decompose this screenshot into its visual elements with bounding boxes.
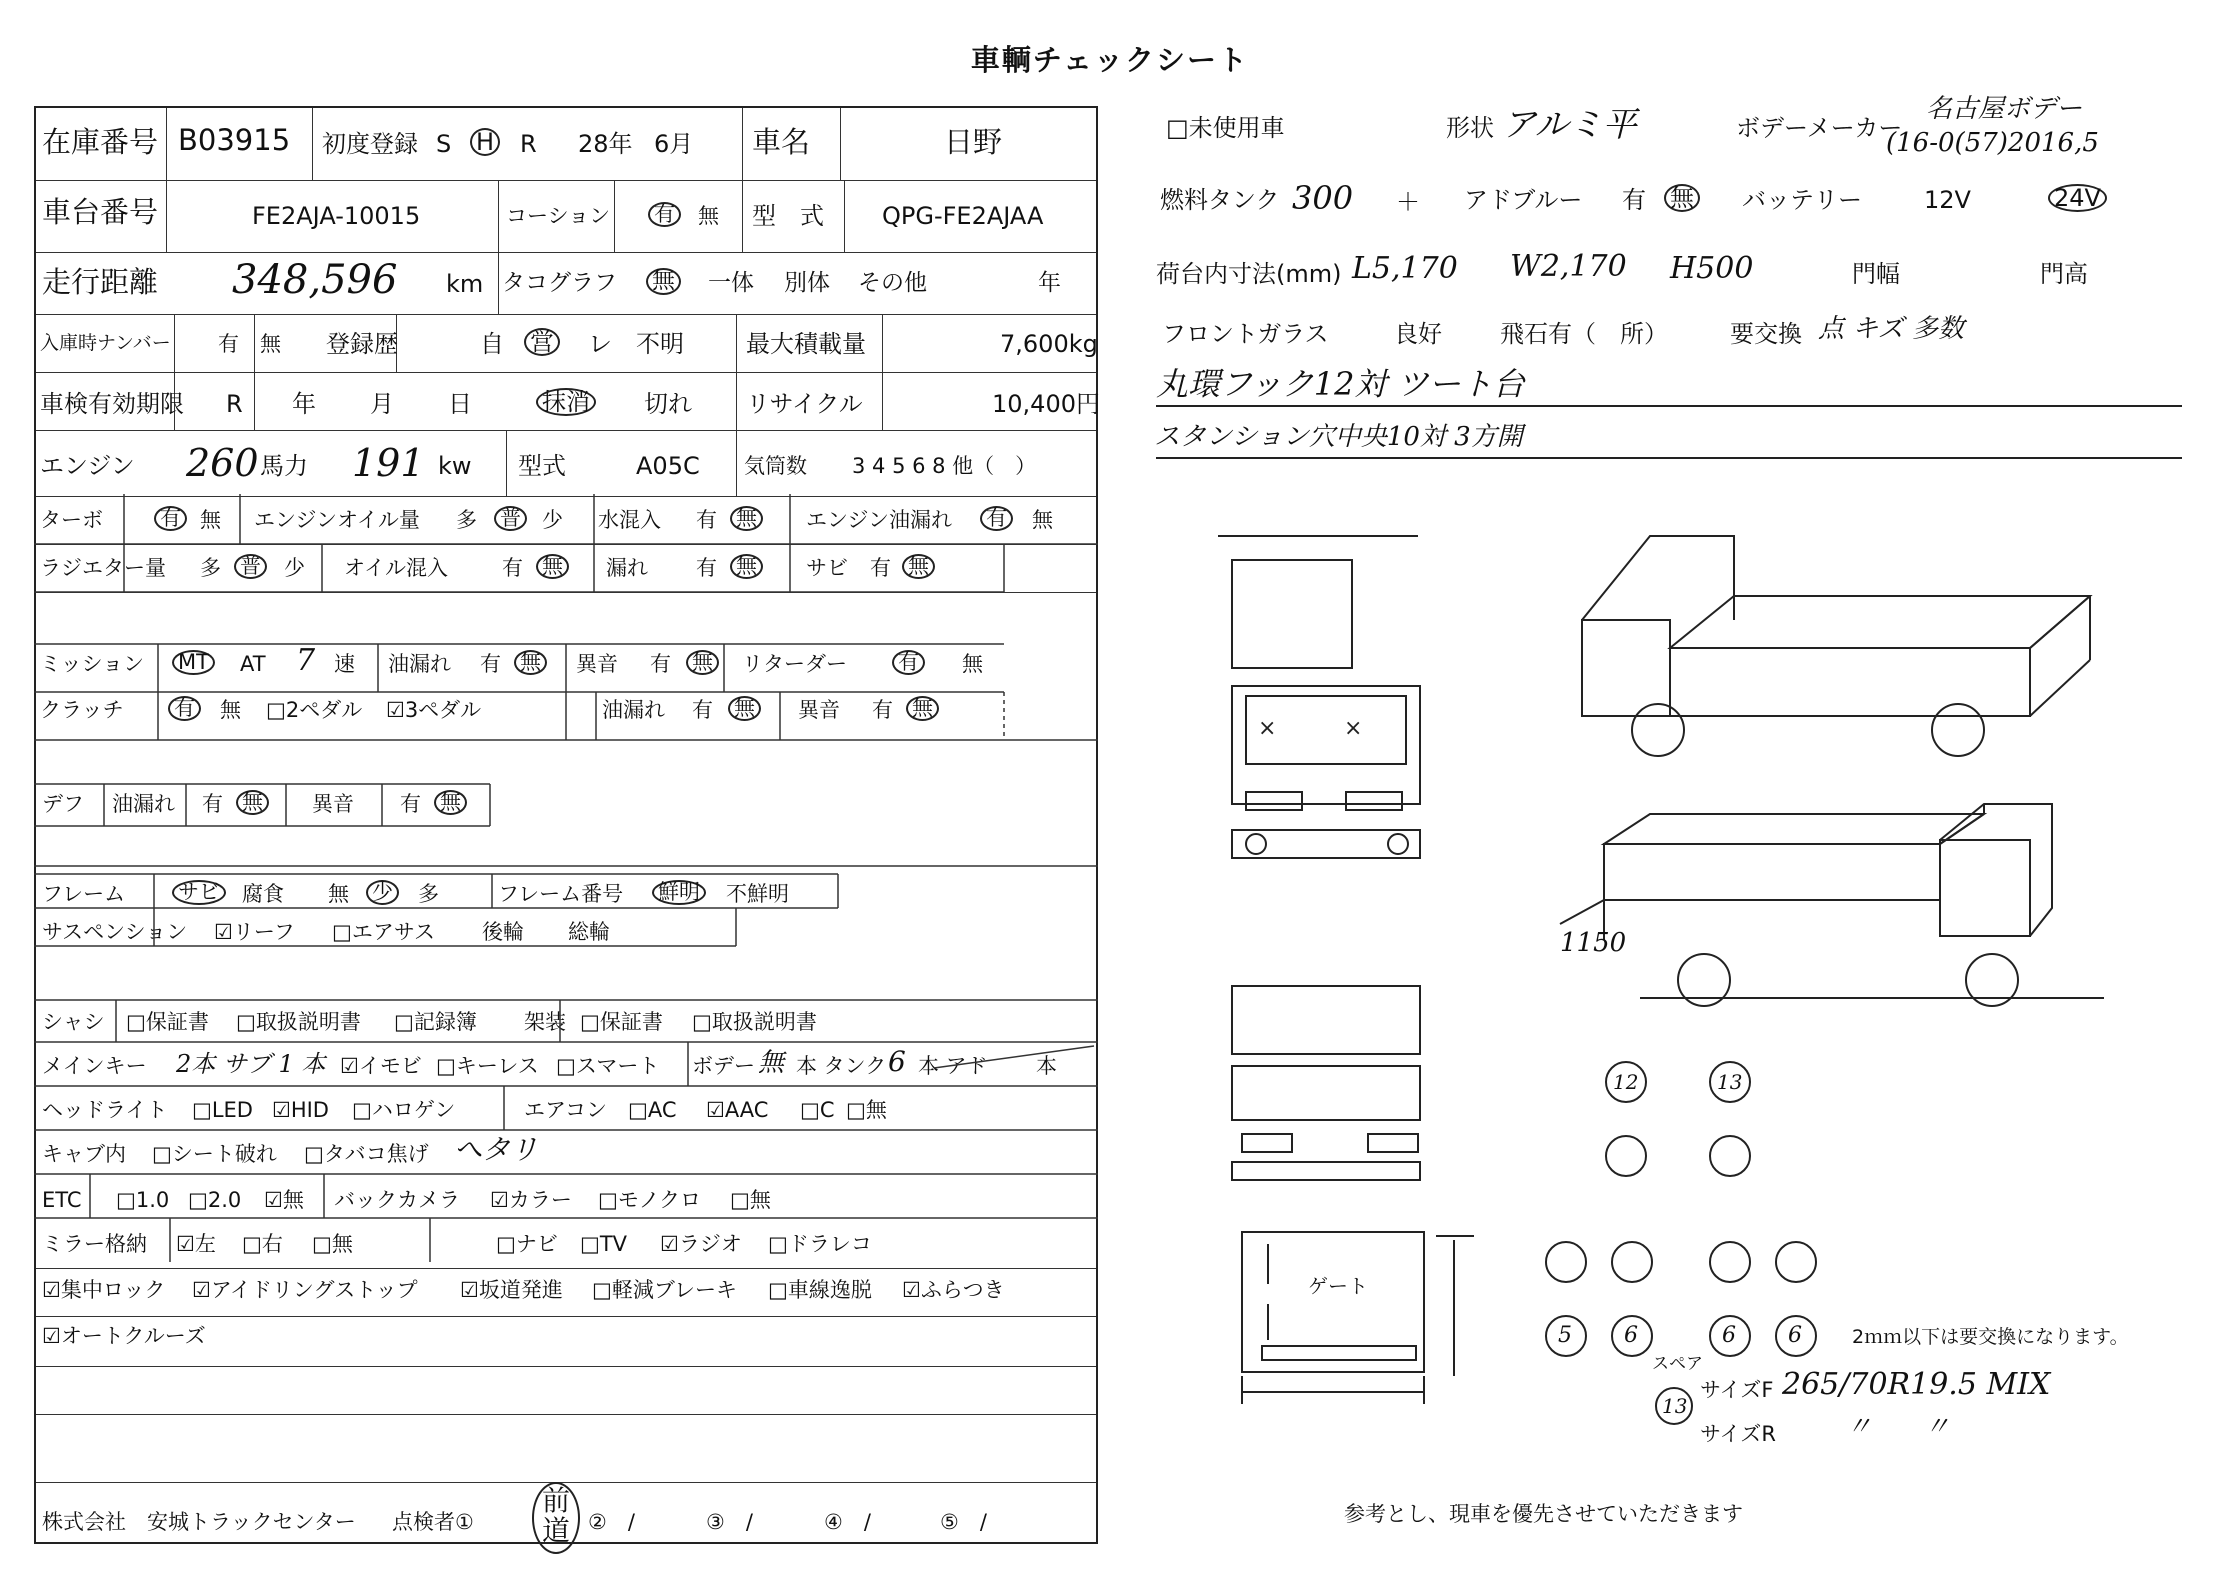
reg-commercial: 営	[524, 328, 560, 356]
clutch-noise-no: 無	[906, 696, 939, 721]
cylinders-label: 気筒数	[744, 454, 807, 478]
inspector-label: 点検者①	[392, 1510, 474, 1534]
headlight-hid: ☑HID	[272, 1098, 329, 1122]
vehicle-name-label: 車名	[752, 125, 811, 159]
fuel-tank-label: 燃料タンク	[1160, 186, 1280, 214]
clutch-label: クラッチ	[40, 698, 124, 722]
plate-label: 入庫時ナンバー	[40, 332, 171, 354]
diff-noise-label: 異音	[312, 792, 354, 816]
inspector-stamp: 前道	[532, 1482, 580, 1554]
retarder-no: 無	[962, 652, 983, 676]
radio: ☑ラジオ	[660, 1232, 742, 1256]
clutch-2pedal: □2ペダル	[266, 698, 363, 722]
height-1150: 1150	[1560, 928, 1627, 958]
mission-noise-label: 異音	[576, 652, 618, 676]
note-line-1: 丸環フック12対 ツート台	[1156, 365, 1525, 403]
frame-corrosion-none: 無	[328, 882, 349, 906]
camera-mono: □モノクロ	[598, 1188, 702, 1212]
headlight-label: ヘッドライト	[42, 1098, 168, 1122]
mission-leak-no: 無	[514, 650, 547, 675]
frame-number-unclear: 不鮮明	[726, 882, 789, 906]
suspension-all: 総輪	[568, 920, 610, 944]
oil-mix-label: オイル混入	[344, 556, 448, 580]
sheet-title: 車輌チェックシート	[970, 43, 1250, 77]
windshield-note: 点 キズ 多数	[1818, 314, 1965, 344]
rust-label: サビ	[806, 556, 848, 580]
frame-label: フレーム	[42, 882, 126, 906]
diff-noise-no: 無	[434, 790, 467, 815]
mirror-label: ミラー格納	[42, 1232, 147, 1256]
tacho-none: 無	[646, 268, 681, 295]
aircon-none: □無	[846, 1098, 887, 1122]
shape-value: アルミ平	[1502, 105, 1637, 145]
spare-depth: 13	[1662, 1394, 1688, 1418]
fuel-tank-value: 300	[1292, 179, 1354, 217]
frame-corrosion-many: 多	[418, 882, 439, 906]
tacho-separate: 別体	[784, 270, 830, 296]
chassis-docs-label: シャシ	[42, 1010, 105, 1034]
tire-depth-rl-outer: 5	[1558, 1323, 1572, 1348]
plate-no: 無	[260, 332, 281, 356]
svg-text:×: ×	[1344, 716, 1363, 741]
frame-number-clear: 鮮明	[652, 880, 706, 905]
rust-yes: 有	[870, 556, 891, 580]
insp-erased: 抹消	[536, 388, 596, 416]
mission-mt: MT	[172, 650, 215, 675]
reg-own: 自	[480, 330, 504, 358]
camera-none: □無	[730, 1188, 771, 1212]
retarder-yes: 有	[892, 650, 925, 675]
aircon-aac: ☑AAC	[706, 1098, 769, 1122]
tacho-label: タコグラフ	[502, 270, 617, 296]
etc-2-0: □2.0	[188, 1188, 242, 1212]
engine-model: A05C	[636, 452, 700, 480]
model-code: QPG-FE2AJAA	[882, 202, 1044, 230]
first-reg-year: 28年	[578, 130, 633, 158]
plate-yes: 有	[218, 332, 239, 356]
headlight-led: □LED	[192, 1098, 253, 1122]
oil-mix-no: 無	[536, 554, 569, 579]
engine-leak-no: 無	[1032, 508, 1053, 532]
oil-amount-label: エンジンオイル量	[254, 508, 420, 532]
headlight-halogen: □ハロゲン	[352, 1098, 456, 1122]
rust-no: 無	[902, 554, 935, 579]
bed-height: H500	[1670, 251, 1754, 286]
engine-leak-yes: 有	[980, 506, 1013, 531]
chassis-manual: □取扱説明書	[236, 1010, 361, 1034]
leak-yes: 有	[696, 556, 717, 580]
tank-key-count: 6	[888, 1045, 906, 1078]
insp-month: 月	[370, 390, 394, 418]
unused-vehicle: □未使用車	[1166, 114, 1285, 142]
collision-brake: □軽減ブレーキ	[592, 1278, 738, 1302]
dashcam: □ドラレコ	[768, 1232, 872, 1256]
oil-high: 多	[456, 508, 477, 532]
plus-sign: ＋	[1396, 188, 1420, 216]
mirror-none: □無	[312, 1232, 353, 1256]
model-label: 型 式	[752, 202, 824, 230]
svg-text:×: ×	[1258, 716, 1277, 741]
first-reg-label: 初度登録	[322, 130, 418, 158]
windshield-label: フロントガラス	[1162, 320, 1329, 348]
suspension-air: □エアサス	[332, 920, 436, 944]
clutch-noise-label: 異音	[798, 698, 840, 722]
spare-label: スペア	[1652, 1354, 1703, 1374]
body-key-label: ボデー	[692, 1054, 755, 1078]
body-key-count: 無	[758, 1048, 785, 1078]
water-label: 水混入	[598, 508, 661, 532]
tire-size-front: 265/70R19.5 MIX	[1782, 1367, 2051, 1402]
ad-key-unit: 本	[1036, 1054, 1057, 1078]
navi: □ナビ	[496, 1232, 558, 1256]
diff-leak-label: 油漏れ	[112, 792, 175, 816]
bed-length: L5,170	[1352, 251, 1458, 286]
chassis-label: 車台番号	[42, 195, 159, 229]
radiator-low: 少	[284, 556, 305, 580]
mission-at: AT	[240, 652, 266, 676]
frame-corrosion: 腐食	[242, 882, 284, 906]
reg-rental: レ	[588, 330, 612, 358]
engine-kw: 191	[352, 441, 425, 485]
tacho-other: その他	[858, 270, 927, 296]
turbo-label: ターボ	[40, 508, 103, 532]
water-yes: 有	[696, 508, 717, 532]
mirror-right: □右	[242, 1232, 283, 1256]
body-manual: □取扱説明書	[692, 1010, 817, 1034]
aircon-label: エアコン	[524, 1098, 607, 1122]
oil-low: 少	[542, 508, 563, 532]
coating-label: コーション	[506, 204, 611, 228]
reg-unknown: 不明	[636, 330, 684, 358]
oil-normal: 普	[494, 506, 527, 531]
windshield-chip: 飛石有（ 所）	[1500, 320, 1668, 348]
inspection-label: 車検有効期限	[40, 390, 184, 418]
tacho-integrated: 一体	[708, 270, 754, 296]
suspension-leaf: ☑リーフ	[214, 920, 295, 944]
clutch-noise-yes: 有	[872, 698, 893, 722]
capacity-label: 最大積載量	[746, 330, 866, 358]
body-docs-label: 架装	[524, 1010, 566, 1034]
coating-yes: 有	[648, 202, 681, 227]
cab-seat: □シート破れ	[152, 1142, 277, 1166]
radiator-label: ラジエター量	[40, 556, 166, 580]
aircon-c: □C	[800, 1098, 835, 1122]
key-immobilizer: ☑イモビ	[340, 1054, 422, 1078]
engine-model-label: 型式	[518, 452, 566, 480]
recycle-label: リサイクル	[746, 390, 863, 418]
cab-label: キャブ内	[42, 1142, 126, 1166]
radiator-high: 多	[200, 556, 221, 580]
engine-leak-label: エンジン油漏れ	[806, 508, 952, 532]
reference-note: 参考とし、現車を優先させていただきます	[1344, 1502, 1743, 1526]
engine-hp: 260	[186, 441, 259, 485]
cab-note: へタリ	[454, 1133, 539, 1166]
vehicle-name: 日野	[944, 125, 1003, 159]
etc-1-0: □1.0	[116, 1188, 170, 1212]
cylinders-options: 3 4 5 6 8 他（ ）	[852, 454, 1037, 478]
lane-departure: □車線逸脱	[768, 1278, 872, 1302]
insp-r: R	[226, 390, 243, 418]
hill-start: ☑坂道発進	[460, 1278, 563, 1302]
mission-noise-yes: 有	[650, 652, 671, 676]
mission-leak-yes: 有	[480, 652, 501, 676]
suspension-rear: 後輪	[482, 920, 524, 944]
etc-label: ETC	[42, 1188, 82, 1212]
mileage-label: 走行距離	[42, 265, 159, 299]
insp-expired: 切れ	[644, 390, 692, 418]
slot-4: ④ /	[824, 1510, 871, 1534]
tire-note: 2ｍｍ以下は要交換になります。	[1852, 1326, 2129, 1348]
clutch-3pedal: ☑3ペダル	[386, 698, 482, 722]
first-reg-month: 6月	[654, 130, 694, 158]
drowsiness-alert: ☑ふらつき	[902, 1278, 1005, 1302]
shape-label: 形状	[1446, 114, 1494, 142]
adblue-label: アドブルー	[1464, 186, 1583, 214]
suspension-label: サスペンション	[42, 920, 188, 944]
gate-height-label: 門高	[2040, 260, 2088, 288]
clutch-no: 無	[220, 698, 241, 722]
turbo-yes: 有	[154, 506, 187, 531]
clutch-leak-no: 無	[728, 696, 761, 721]
bed-dim-label: 荷台内寸法(mm)	[1156, 260, 1342, 288]
tire-size-rear: 〃 〃	[1846, 1412, 1951, 1442]
key-label: メインキー	[42, 1054, 147, 1078]
retarder-label: リターダー	[742, 652, 847, 676]
key-smart: □スマート	[556, 1054, 660, 1078]
chassis-record: □記録簿	[394, 1010, 477, 1034]
slot-3: ③ /	[706, 1510, 753, 1534]
gate-width-label: 門幅	[1852, 260, 1900, 288]
insp-day: 日	[448, 390, 472, 418]
diff-leak-yes: 有	[202, 792, 223, 816]
radiator-normal: 普	[234, 554, 267, 579]
tank-key-label: 本 タンク	[796, 1054, 887, 1078]
central-lock: ☑集中ロック	[42, 1278, 166, 1302]
mission-leak-label: 油漏れ	[388, 652, 451, 676]
body-maker-label: ボデーメーカー	[1736, 114, 1903, 142]
water-no: 無	[730, 506, 763, 531]
tv: □TV	[580, 1232, 628, 1256]
company-name: 株式会社 安城トラックセンター	[42, 1510, 356, 1534]
bed-width: W2,170	[1510, 249, 1627, 284]
mission-noise-no: 無	[686, 650, 719, 675]
mirror-left: ☑左	[176, 1232, 216, 1256]
key-keyless: □キーレス	[436, 1054, 539, 1078]
tire-depth-rr-inner: 6	[1722, 1323, 1736, 1348]
camera-color: ☑カラー	[490, 1188, 572, 1212]
frame-rust: サビ	[172, 880, 226, 905]
era-s: S	[436, 130, 452, 158]
aircon-ac: □AC	[628, 1098, 677, 1122]
mission-speed-unit: 速	[334, 652, 355, 676]
leak-no: 無	[730, 554, 763, 579]
ad-key-label: 本 アド	[918, 1054, 988, 1078]
windshield-replace: 要交換	[1730, 320, 1802, 348]
mission-label: ミッション	[40, 652, 145, 676]
turbo-no: 無	[200, 508, 221, 532]
tire-depth-fr: 13	[1717, 1070, 1743, 1094]
stock-label: 在庫番号	[42, 125, 159, 159]
clutch-leak-label: 油漏れ	[602, 698, 665, 722]
tire-depth-rr-outer: 6	[1788, 1323, 1802, 1348]
etc-none: ☑無	[264, 1188, 304, 1212]
era-r: R	[520, 130, 537, 158]
leak-label: 漏れ	[606, 556, 648, 580]
battery-24v: 24V	[2048, 184, 2107, 212]
body-warranty: □保証書	[580, 1010, 663, 1034]
body-maker-note: (16-0(57)2016,5	[1886, 128, 2099, 158]
recycle-value: 10,400円	[992, 390, 1100, 418]
slot-2: ② /	[588, 1510, 635, 1534]
diff-noise-yes: 有	[400, 792, 421, 816]
key-count: 2本 サブ 1 本	[176, 1050, 326, 1078]
engine-hp-unit: 馬力	[260, 452, 308, 480]
tire-size-front-label: サイズF	[1700, 1378, 1774, 1402]
stock-number: B03915	[178, 123, 291, 157]
chassis-number: FE2AJA-10015	[252, 202, 421, 230]
insp-year: 年	[292, 390, 316, 418]
auto-cruise: ☑オートクルーズ	[42, 1324, 206, 1348]
reg-history-label: 登録歴	[326, 330, 398, 358]
body-maker: 名古屋ボデー	[1926, 94, 2083, 124]
cab-tobacco: □タバコ焦げ	[304, 1142, 429, 1166]
note-line-2: スタンション穴中央10対 3方開	[1154, 422, 1523, 452]
idling-stop: ☑アイドリングストップ	[192, 1278, 418, 1302]
coating-no: 無	[698, 204, 719, 228]
frame-corrosion-some: 少	[366, 880, 399, 905]
windshield-good: 良好	[1394, 320, 1442, 348]
mission-speeds: 7	[296, 643, 316, 678]
clutch-leak-yes: 有	[692, 698, 713, 722]
engine-kw-unit: kw	[438, 452, 472, 480]
mileage-unit: km	[446, 270, 484, 298]
oil-mix-yes: 有	[502, 556, 523, 580]
tire-depth-fl: 12	[1613, 1070, 1639, 1094]
tacho-year: 年	[1038, 270, 1061, 296]
frame-number-label: フレーム番号	[498, 882, 624, 906]
era-h-circled: H	[470, 128, 500, 156]
slot-5: ⑤ /	[940, 1510, 987, 1534]
diff-leak-no: 無	[236, 790, 269, 815]
chassis-warranty: □保証書	[126, 1010, 209, 1034]
clutch-yes: 有	[168, 696, 201, 721]
battery-label: バッテリー	[1742, 186, 1862, 214]
tire-depth-rl-inner: 6	[1624, 1323, 1638, 1348]
capacity-value: 7,600kg	[1000, 330, 1098, 358]
gate-label: ゲート	[1308, 1274, 1368, 1298]
battery-12v: 12V	[1924, 186, 1971, 214]
diff-label: デフ	[42, 792, 84, 816]
adblue-no: 無	[1664, 184, 1700, 212]
adblue-yes: 有	[1622, 186, 1646, 214]
mileage-value: 348,596	[232, 257, 398, 303]
engine-label: エンジン	[40, 452, 135, 480]
tire-size-rear-label: サイズR	[1700, 1422, 1776, 1446]
camera-label: バックカメラ	[334, 1188, 460, 1212]
